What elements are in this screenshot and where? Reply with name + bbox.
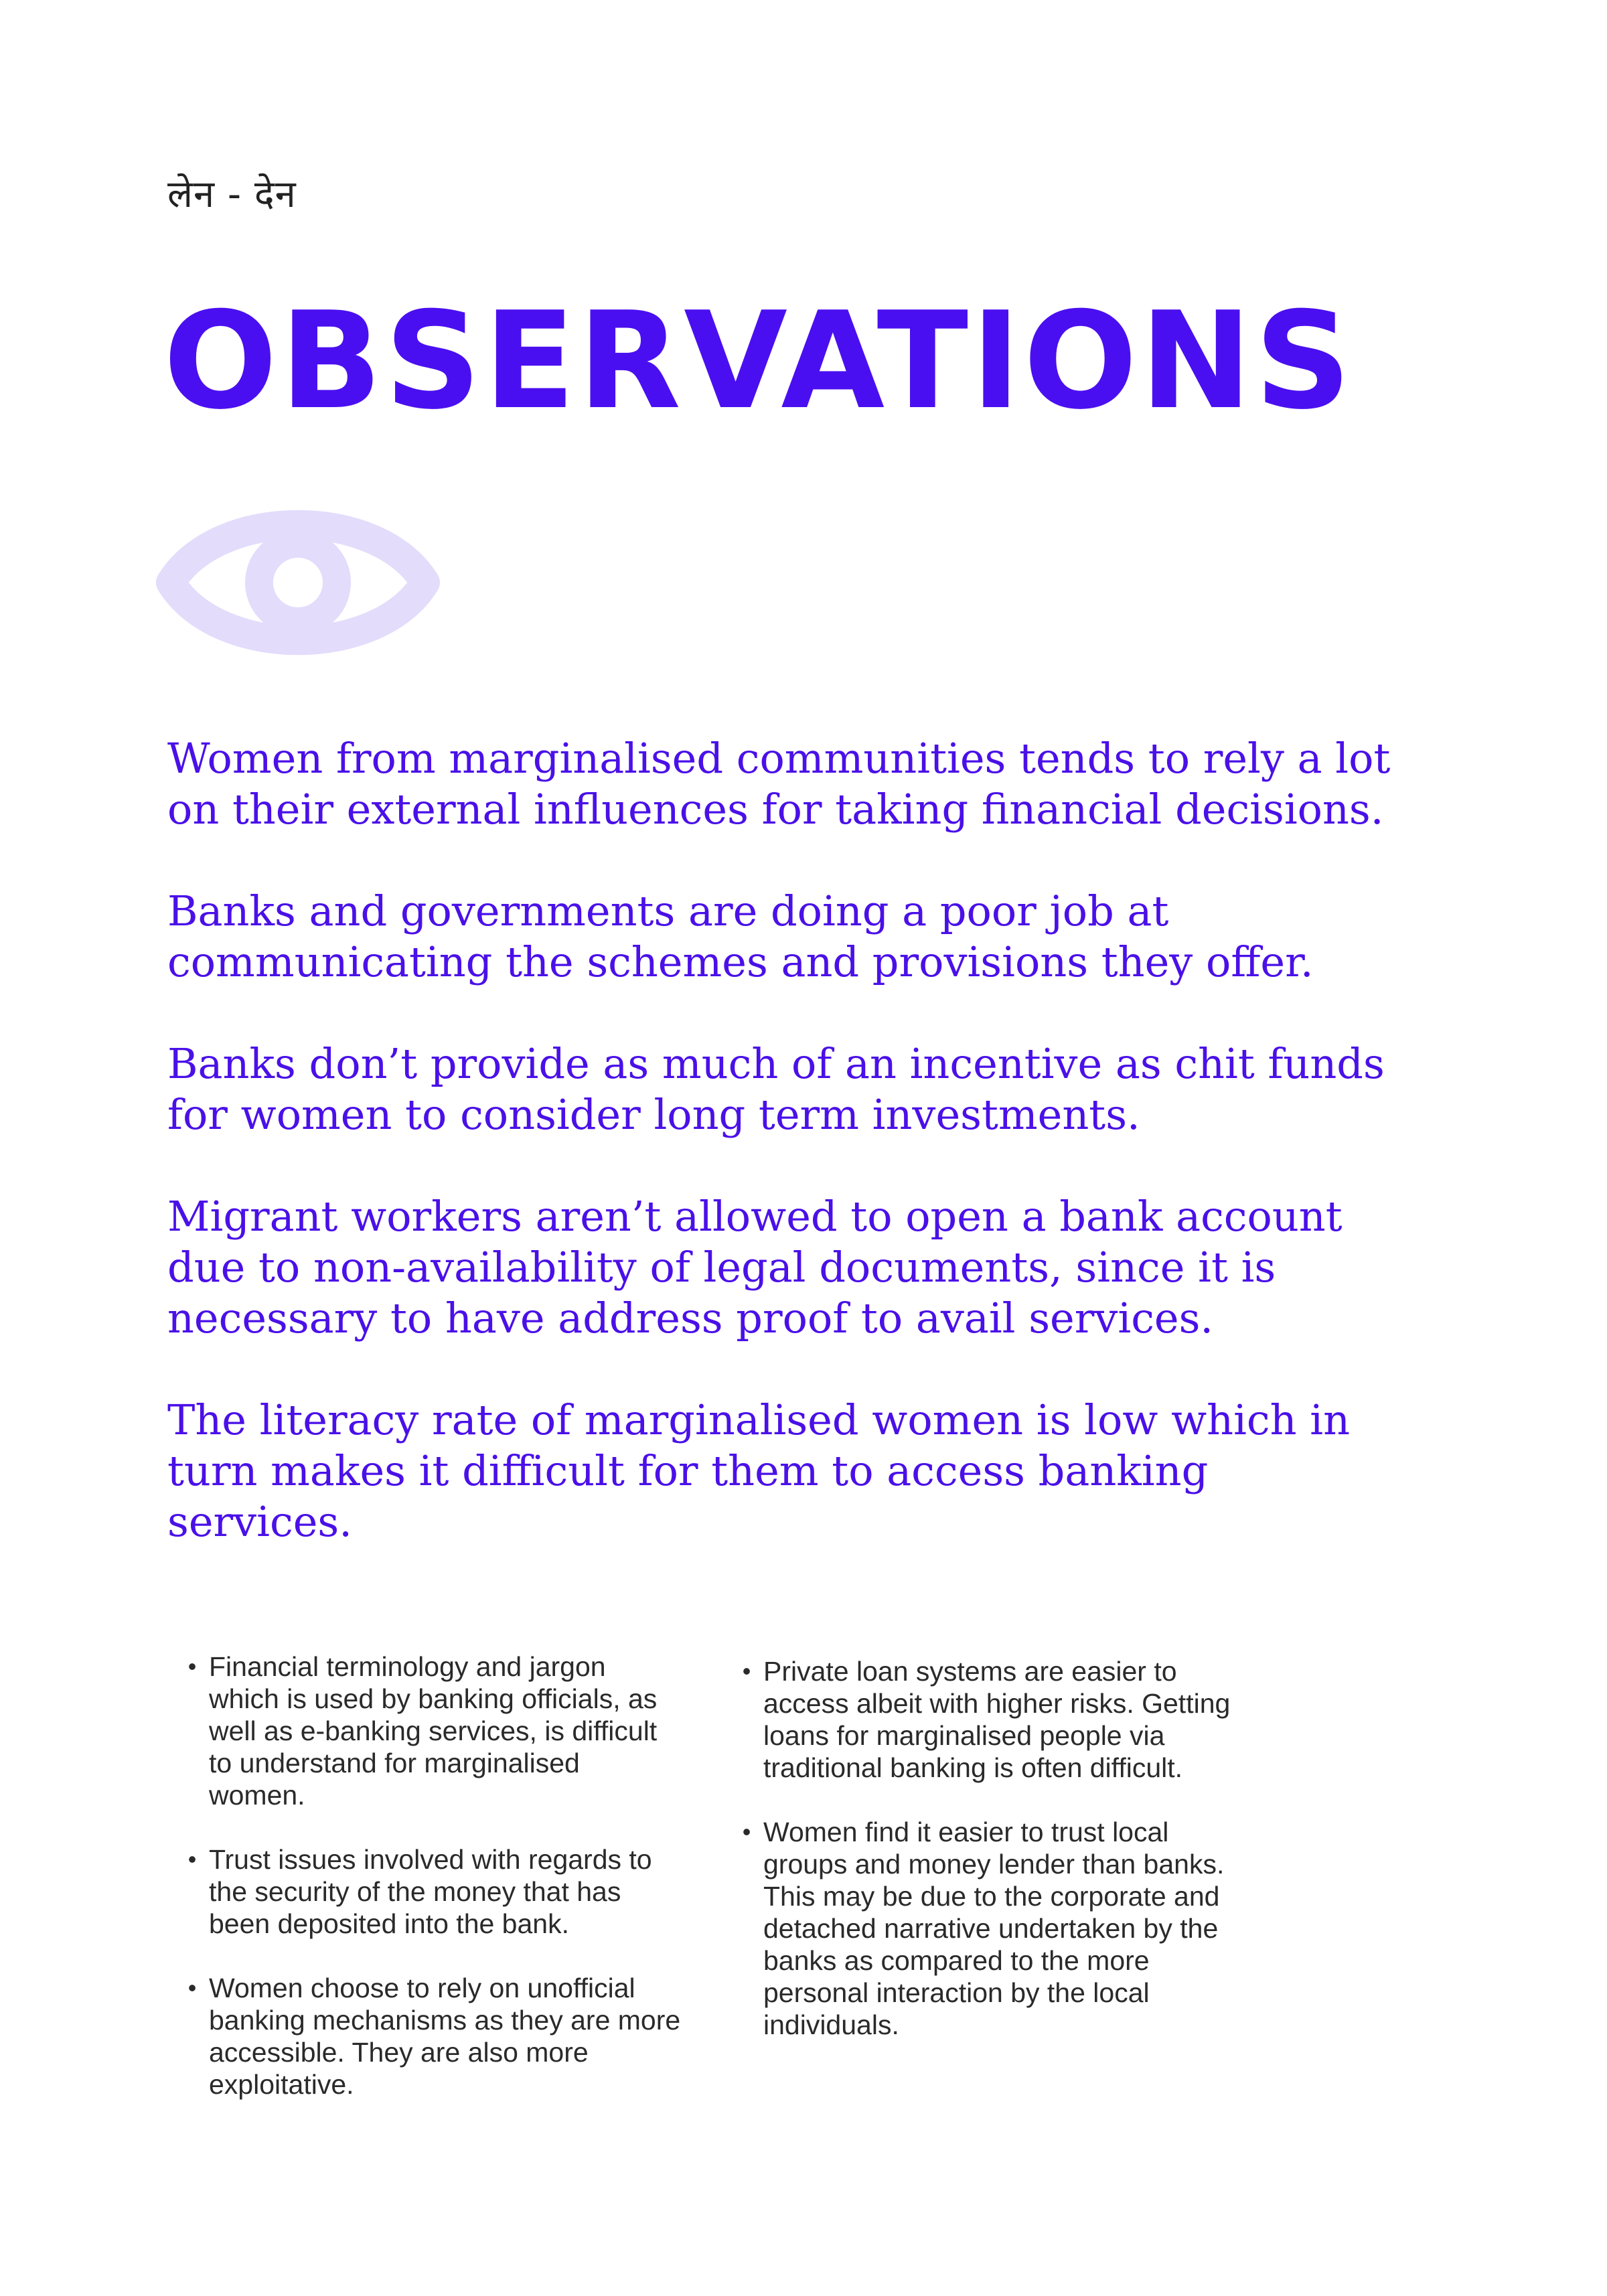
bullet-text: Women find it easier to trust local groups and money lender than banks. This may be due to the corporate and detached narrative undertaken by the banks as compared to the more personal interaction by the local individuals. bbox=[763, 1817, 1225, 2040]
observation-item: Women from marginalised communities tends to rely a lot on their external influences for taking financial decisions. bbox=[167, 734, 1391, 834]
bullet-dot-icon: • bbox=[742, 1657, 751, 1685]
observation-item: Banks and governments are doing a poor job at communicating the schemes and provisions they offer. bbox=[167, 887, 1314, 986]
bullet-item bbox=[182, 1651, 681, 1811]
brand-label: लेन - देन bbox=[167, 173, 297, 216]
page-title: OBSERVATIONS bbox=[163, 283, 1354, 439]
bullet-text: Women choose to rely on unofficial banking mechanisms as they are more accessible. They are also more exploitative. bbox=[209, 1973, 681, 2100]
bullet-dot-icon: • bbox=[187, 1974, 197, 2001]
observation-item: The literacy rate of marginalised women is low which in turn makes it difficult for them to access banking services. bbox=[167, 1395, 1351, 1546]
observation-item: Migrant workers aren’t allowed to open a bank account due to non-availability of legal documents, since it is necessary to have address proof to avail services. bbox=[167, 1192, 1343, 1343]
bullet-list-right bbox=[737, 1655, 1235, 2073]
eye-icon bbox=[151, 469, 445, 696]
bullet-item bbox=[182, 1843, 681, 1940]
bullet-item bbox=[737, 1816, 1235, 2041]
bullet-text: Trust issues involved with regards to the security of the money that has been deposited into the bank. bbox=[209, 1844, 652, 1939]
observations-list bbox=[167, 733, 1399, 1598]
bullet-list-left bbox=[182, 1651, 681, 2133]
bullet-text: Private loan systems are easier to access albeit with higher risks. Getting loans for marginalised people via traditional banking is often difficult. bbox=[763, 1656, 1231, 1783]
bullet-text: Financial terminology and jargon which is used by banking officials, as well as e-banking services, is difficult to understand for marginalised women. bbox=[209, 1651, 658, 1811]
bullet-dot-icon: • bbox=[187, 1653, 197, 1680]
bullet-item bbox=[182, 1972, 681, 2100]
bullet-item bbox=[737, 1655, 1235, 1784]
bullet-dot-icon: • bbox=[742, 1818, 751, 1845]
bullet-dot-icon: • bbox=[187, 1845, 197, 1873]
observation-item: Banks don’t provide as much of an incentive as chit funds for women to consider long term investments. bbox=[167, 1039, 1385, 1139]
